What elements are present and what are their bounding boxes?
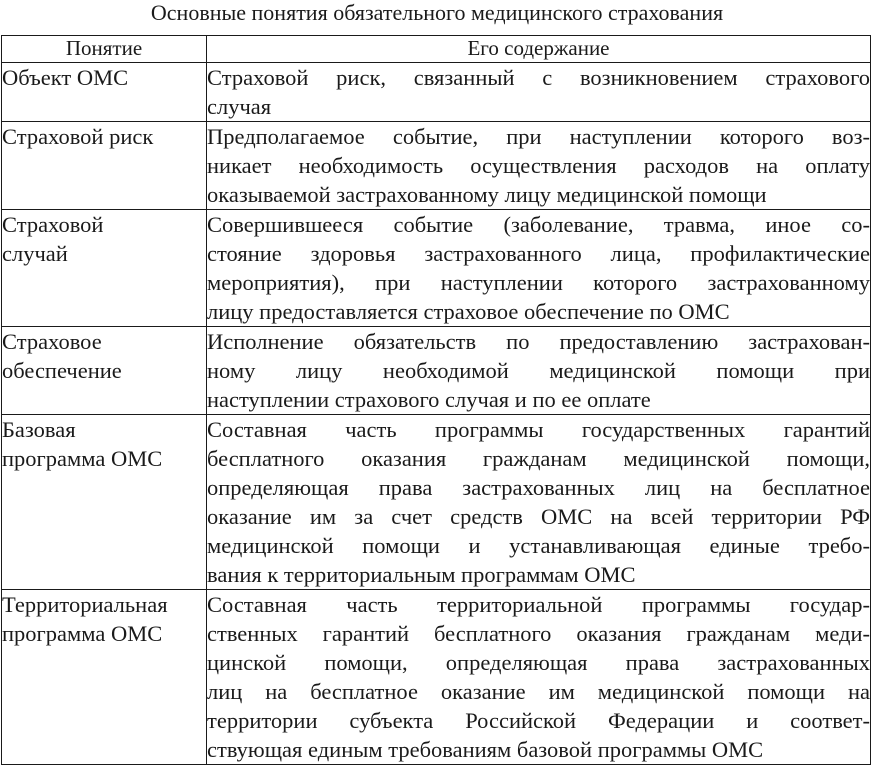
- definition-line: Совершившееся событие (заболевание, травма, иное со-: [207, 212, 870, 237]
- definition-cell: [207, 590, 871, 765]
- term-cell: [2, 590, 207, 765]
- term-line: Страховой: [2, 212, 104, 237]
- table-header-row: [2, 36, 871, 63]
- term-cell: [2, 415, 207, 590]
- definition-cell: [207, 122, 871, 210]
- definition-line: стояние здоровья застрахованного лица, профилактические: [207, 241, 870, 266]
- term-line: обеспечение: [2, 358, 122, 383]
- term-line: Страховое: [2, 329, 102, 354]
- table-row: [2, 63, 871, 122]
- table-row: [2, 415, 871, 590]
- term-cell: [2, 210, 207, 327]
- definition-line: наступлении страхового случая и по ее оплате: [207, 387, 651, 412]
- definition-line: Страховой риск, связанный с возникновением страхового: [207, 65, 870, 90]
- definition-line: Предполагаемое событие, при наступлении которого воз-: [207, 124, 870, 149]
- definition-line: Исполнение обязательств по предоставлению застрахован-: [207, 329, 870, 354]
- term-line: программа ОМС: [2, 621, 163, 646]
- definition-line: цинской помощи, определяющая права застрахованных: [207, 650, 870, 675]
- definition-line: Составная часть программы государственных гарантий: [207, 417, 870, 442]
- table-row: [2, 122, 871, 210]
- term-line: случай: [2, 241, 68, 266]
- definition-line: случая: [207, 94, 272, 119]
- definition-line: оказываемой застрахованному лицу медицинской помощи: [207, 182, 767, 207]
- definition-line: вания к территориальным программам ОМС: [207, 562, 636, 587]
- table-row: [2, 327, 871, 415]
- definition-line: никает необходимость осуществления расходов на оплату: [207, 153, 870, 178]
- term-line: Территориальная: [2, 592, 168, 617]
- definition-line: территории субъекта Российской Федерации и соответ-: [207, 708, 870, 733]
- definition-line: Составная часть территориальной программы государ-: [207, 592, 870, 617]
- definition-cell: [207, 415, 871, 590]
- definition-line: определяющая права застрахованных лиц на бесплатное: [207, 475, 870, 500]
- term-line: Объект ОМС: [2, 65, 129, 90]
- term-line: Базовая: [2, 417, 76, 442]
- definition-line: бесплатного оказания гражданам медицинской помощи,: [207, 446, 870, 471]
- column-header-definition: Его содержание: [207, 36, 871, 63]
- table-title: Основные понятия обязательного медицинского страхования: [150, 0, 724, 25]
- definition-cell: [207, 63, 871, 122]
- definition-cell: [207, 210, 871, 327]
- column-header-term: Понятие: [2, 36, 207, 63]
- table-row: [2, 210, 871, 327]
- definition-line: ствующая единым требованиям базовой программы ОМС: [207, 737, 764, 762]
- definition-line: лиц на бесплатное оказание им медицинской помощи на: [207, 679, 870, 704]
- term-cell: [2, 63, 207, 122]
- definition-line: ному лицу необходимой медицинской помощи при: [207, 358, 870, 383]
- term-cell: [2, 327, 207, 415]
- term-cell: [2, 122, 207, 210]
- definition-line: оказание им за счет средств ОМС на всей территории РФ: [207, 504, 870, 529]
- table-row: [2, 590, 871, 765]
- term-line: программа ОМС: [2, 446, 163, 471]
- definition-line: лицу предоставляется страховое обеспечение по ОМС: [207, 299, 730, 324]
- definition-line: мероприятия), при наступлении которого застрахованному: [207, 270, 870, 295]
- term-line: Страховой риск: [2, 124, 154, 149]
- definition-line: медицинской помощи и устанавливающая единые требо-: [207, 533, 870, 558]
- concepts-table: [1, 35, 871, 765]
- definition-line: ственных гарантий бесплатного оказания гражданам меди-: [207, 621, 870, 646]
- definition-cell: [207, 327, 871, 415]
